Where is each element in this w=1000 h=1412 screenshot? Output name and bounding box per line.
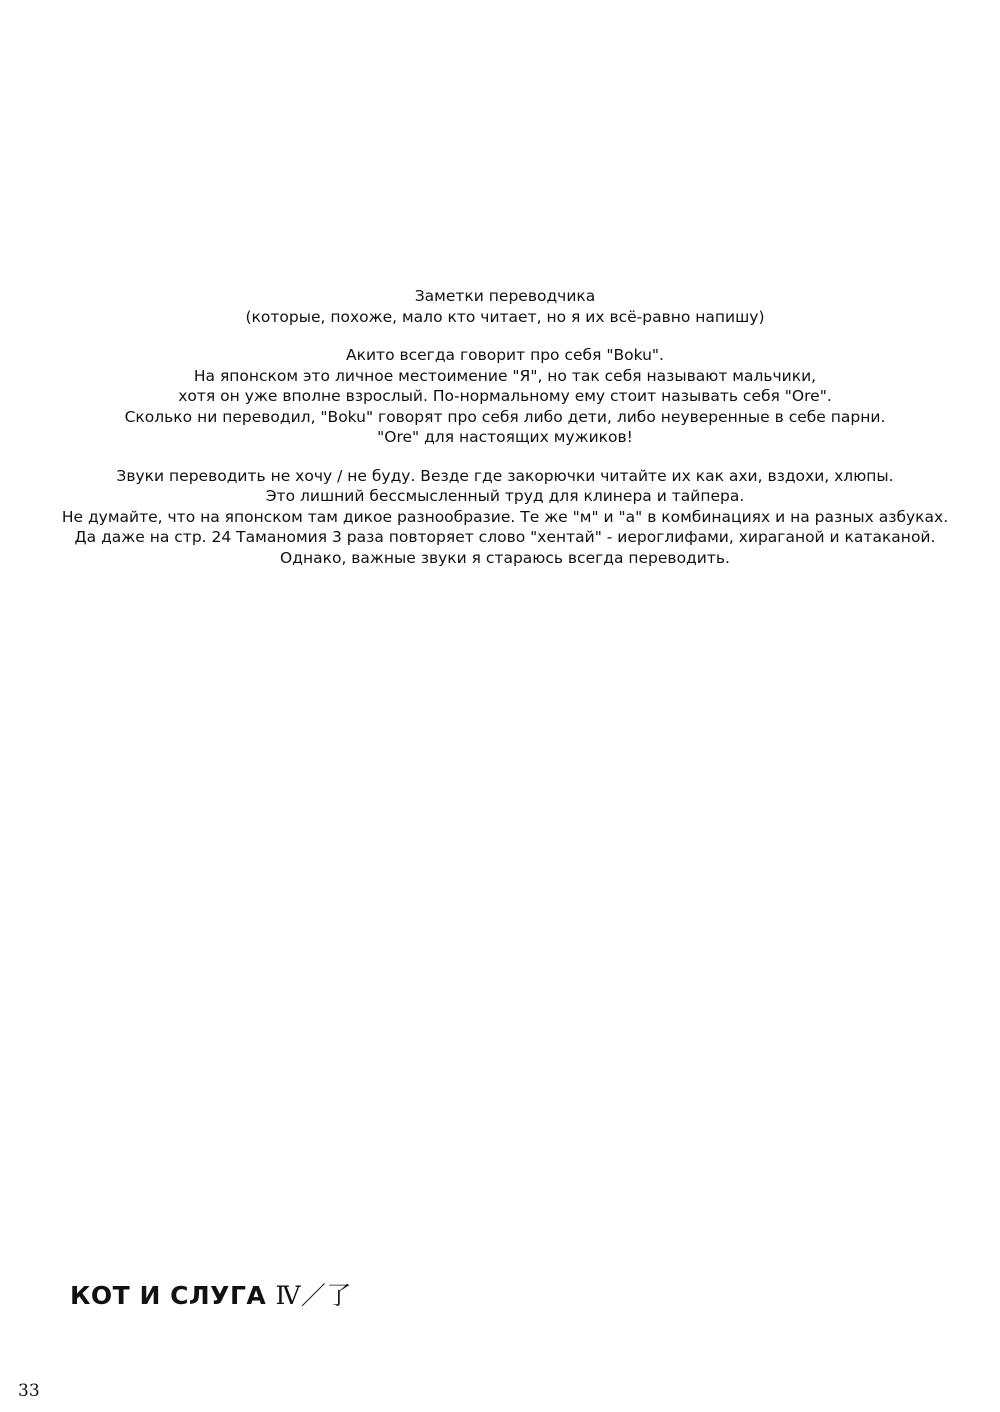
book-title-text: КОТ И СЛУГА xyxy=(70,1281,276,1310)
book-title xyxy=(70,1276,352,1312)
notes-line: хотя он уже вполне взрослый. По-нормальному ему стоит называть себя "Ore". xyxy=(178,387,832,405)
notes-line: Звуки переводить не хочу / не буду. Везде где закорючки читайте их как ахи, вздохи, хлюпы. xyxy=(116,466,894,485)
notes-subheading: (которые, похоже, мало кто читает, но я их всё-равно напишу) xyxy=(245,307,765,326)
paragraph-gap xyxy=(40,448,970,466)
notes-line: Не думайте, что на японском там дикое разнообразие. Те же "м" и "а" в комбинациях и на разных азбуках. xyxy=(61,507,949,526)
page-number: 33 xyxy=(18,1381,40,1401)
notes-line: Это лишний бессмысленный труд для клинера и тайпера. xyxy=(265,487,745,505)
notes-line: Однако, важные звуки я стараюсь всегда переводить. xyxy=(280,548,730,567)
paragraph-gap xyxy=(40,327,970,345)
notes-line: "Ore" для настоящих мужиков! xyxy=(377,428,633,446)
notes-heading: Заметки переводчика xyxy=(414,287,596,305)
notes-line: Сколько ни переводил, "Boku" говорят про себя либо дети, либо неуверенные в себе парни. xyxy=(124,407,886,426)
notes-line: На японском это личное местоимение "Я", но так себя называют мальчики, xyxy=(193,366,817,385)
book-volume: Ⅳ／了 xyxy=(275,1281,352,1310)
translator-notes xyxy=(40,286,970,568)
notes-line: Акито всегда говорит про себя "Boku". xyxy=(346,346,664,364)
notes-line: Да даже на стр. 24 Таманомия 3 раза повторяет слово "хентай" - иероглифами, хираганой и катаканой. xyxy=(74,528,936,546)
